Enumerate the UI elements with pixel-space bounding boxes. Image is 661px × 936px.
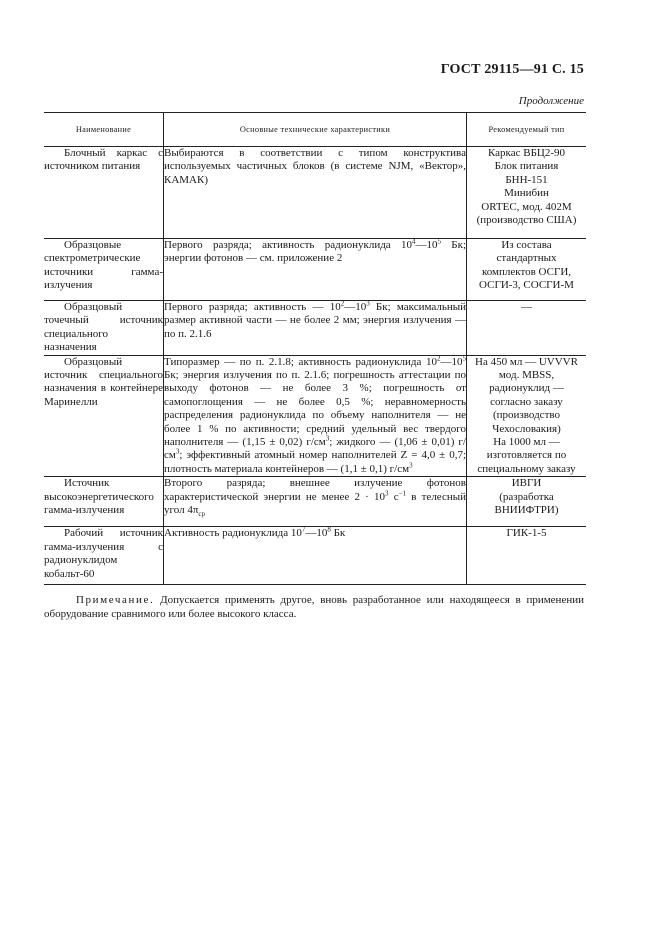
row-name: Источник высокоэнергетического гамма-излучения [44, 477, 164, 527]
row-spec: Типоразмер — по п. 2.1.8; активность радионуклида $10^2—10^5$ Бк; энергия излучения по п. 2.1.6; погрешность аттестации по выходу фотонов — не более 3 %; погрешность от самопоглощения — не более 0,5 %; неравномерность распределения радионуклида по объему наполнителя — не более 1 % по активности; средний удельный вес твердого наполнителя — (1,15 ± 0,02) $г/см^3$; жидкого — (1,06 ± 0,01) $г/см^3$; эффективный атомный номер наполнителей Z = 4,0 ± 0,7; плотность материала контейнеров — (1,1 ± 0,1) $г/см^3$ [164, 353, 466, 475]
page-header-doc-ref: ГОСТ 29115—91 С. 15 [440, 62, 584, 77]
table-row [44, 527, 586, 585]
note-text: Допускается применять другое, вновь разработанное или находящееся в применении оборудование сравнимого или более высокого класса. [44, 594, 584, 620]
row-name: Рабочий источник гамма-излучения с радионуклидом кобальт-60 [44, 527, 164, 585]
row-name: Образцовый источник специального назначения в контейнере Маринелли [44, 355, 164, 477]
row-spec: Выбираются в соответствии с типом конструктива используемых частичных блоков (в системе NJM, «Вектор», КАМАК) [164, 147, 467, 239]
column-header-type: Рекомендуемый тип [467, 113, 587, 147]
row-type: Из состава стандартных комплектов ОСГИ, ОСГИ-3, СОСГИ-М [467, 239, 587, 301]
continuation-label: Продолжение [518, 95, 584, 107]
column-header-specs: Основные технические характеристики [164, 113, 467, 147]
table-row [44, 301, 586, 356]
row-name: Блочный каркас с источником питания [44, 147, 164, 239]
row-type: Каркас ВБЦ2-90 Блок питания БНН-151 Минибин ORTEC, мод. 402М (производство США) [467, 147, 587, 239]
specifications-table [44, 112, 586, 585]
table-row [44, 477, 586, 527]
row-type: — [467, 301, 587, 356]
row-spec: Активность радионуклида $10^7—10^8$ Бк [164, 527, 467, 585]
row-spec: Первого разряда; активность — $10^2—10^3$ Бк; максимальный размер активной части — не более 2 мм; энергия излучения — по п. 2.1.6 [164, 301, 467, 356]
table-row [44, 355, 586, 477]
row-name: Образцовый точечный источник специального назначения [44, 301, 163, 354]
table-note [44, 593, 584, 621]
row-name: Образцовые спектрометрические источники гамма-излучения [44, 239, 164, 301]
note-label: Примечание. [76, 594, 155, 606]
row-type: ГИК-1-5 [467, 527, 587, 585]
row-type: ИВГИ (разработка ВНИИФТРИ) [467, 477, 587, 527]
table-row [44, 147, 586, 239]
row-type: На 450 мл — UVVVR мод. MBSS, радионуклид — согласно заказу (производство Чехословакия) На 1000 мл — изготовляется по специальному заказу [467, 355, 587, 477]
table-header-row [44, 113, 586, 147]
row-spec: Второго разряда; внешнее излучение фотонов характеристической энергии не менее $2 \cdot 10^3$ $с^{-1}$ в телесный угол $4\pi_{ср}$ [164, 477, 467, 527]
column-header-name: Наименование [44, 113, 164, 147]
table-row [44, 239, 586, 301]
row-spec: Первого разряда; активность радионуклида $10^4—10^5$ Бк; энергии фотонов — см. приложение 2 [164, 239, 467, 301]
